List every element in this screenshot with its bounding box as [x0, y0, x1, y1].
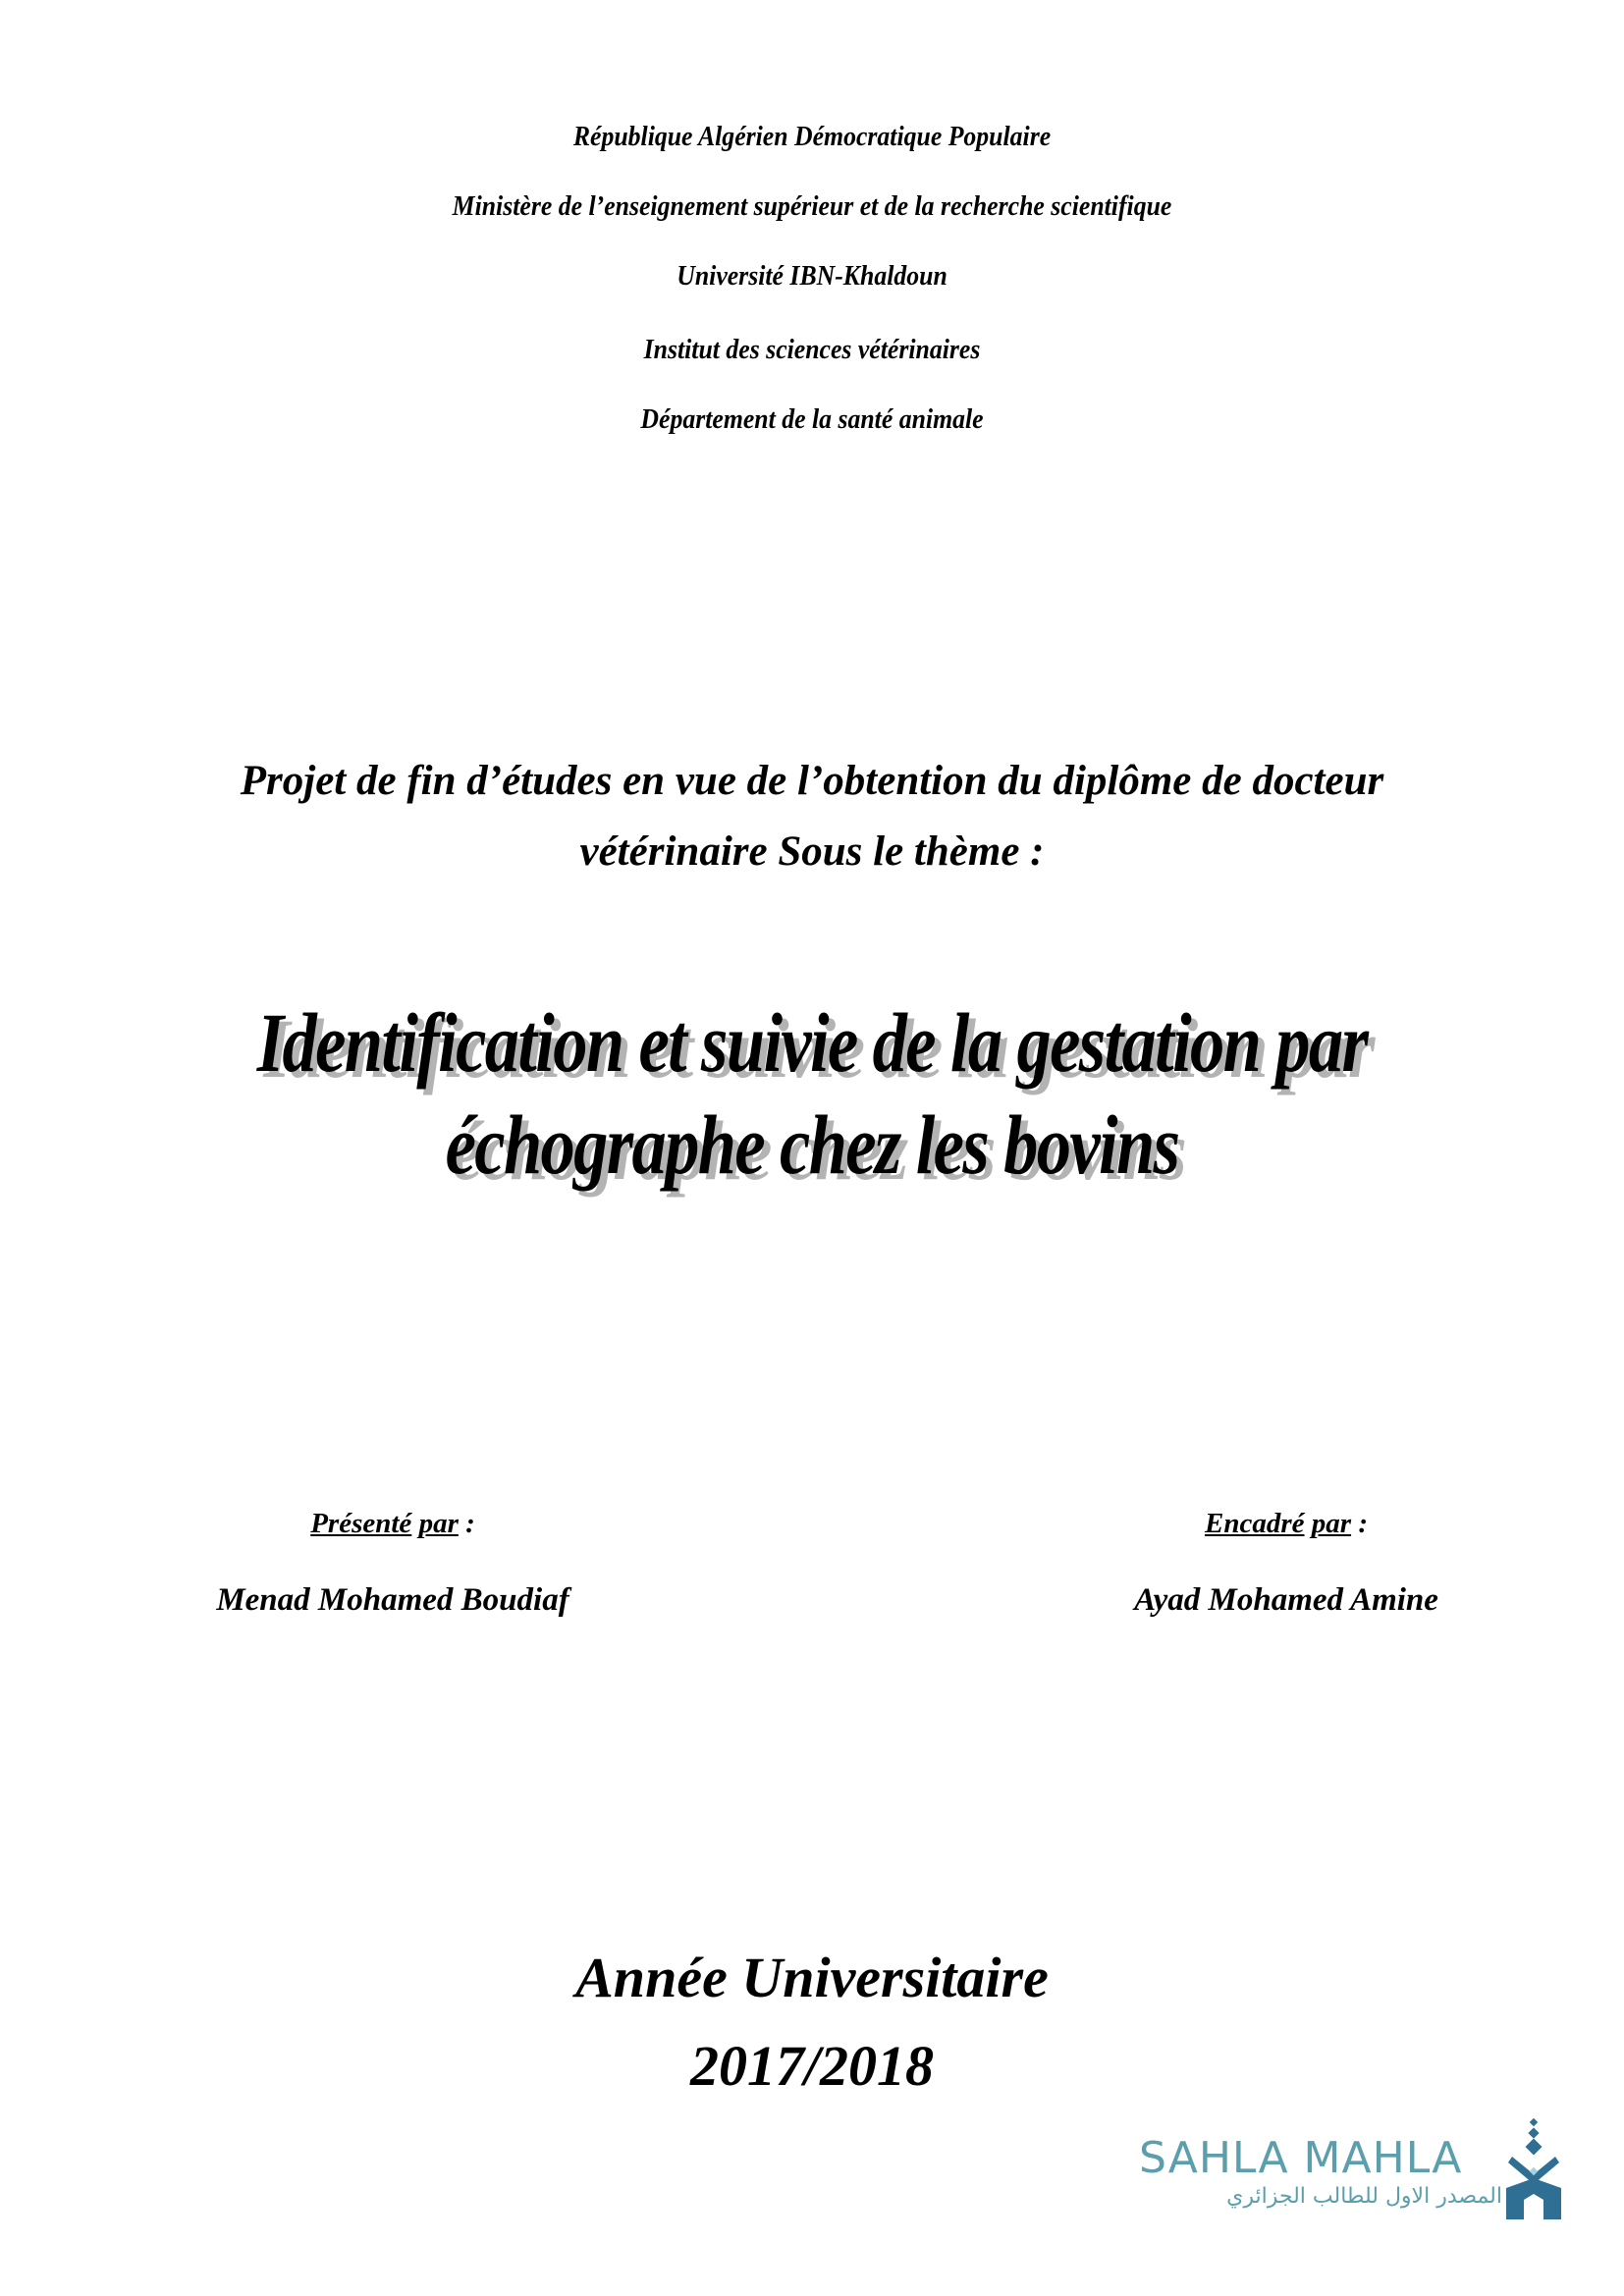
- supervised-by-block: [1031, 1506, 1542, 1620]
- sahla-mahla-watermark: [1139, 2125, 1551, 2223]
- sahla-mahla-logo-icon: [1504, 2117, 1563, 2225]
- supervised-word: Encadré: [1205, 1508, 1305, 1539]
- header-department: Département de la santé animale: [640, 404, 984, 435]
- colon: :: [1351, 1508, 1368, 1539]
- presented-word: Présenté: [310, 1508, 412, 1539]
- project-subtitle: [118, 746, 1506, 887]
- par-word: par: [418, 1508, 459, 1539]
- supervisor-name: Ayad Mohamed Amine: [1134, 1582, 1438, 1618]
- header-republic: République Algérien Démocratique Populaire: [572, 122, 1052, 152]
- supervised-by-label: [1031, 1506, 1542, 1541]
- title-line-1: Identification et suivie de la gestation par: [256, 995, 1368, 1090]
- header-university: Université IBN-Khaldoun: [677, 261, 947, 292]
- presented-by-label: [137, 1506, 648, 1541]
- presented-by-block: [137, 1506, 648, 1620]
- colon: :: [458, 1508, 475, 1539]
- subtitle-line-2: vétérinaire Sous le thème :: [579, 828, 1045, 875]
- watermark-brand: SAHLA MAHLA: [1139, 2133, 1463, 2183]
- academic-year-value: 2017/2018: [689, 2034, 935, 2098]
- header-ministry: Ministère de l’enseignement supérieur et de la recherche scientifique: [452, 191, 1172, 222]
- thesis-title: [146, 991, 1478, 1196]
- academic-year-block: [0, 1934, 1624, 2110]
- student-name: Menad Mohamed Boudiaf: [216, 1582, 569, 1618]
- academic-year-label: Année Universitaire: [575, 1946, 1049, 2009]
- header-institute: Institut des sciences vétérinaires: [643, 335, 981, 365]
- title-line-2: échographe chez les bovins: [445, 1097, 1179, 1192]
- watermark-tagline: المصدر الاول للطالب الجزائري: [1226, 2184, 1502, 2209]
- par-word: par: [1311, 1508, 1352, 1539]
- subtitle-line-1: Projet de fin d’études en vue de l’obtention du diplôme de docteur: [240, 758, 1384, 804]
